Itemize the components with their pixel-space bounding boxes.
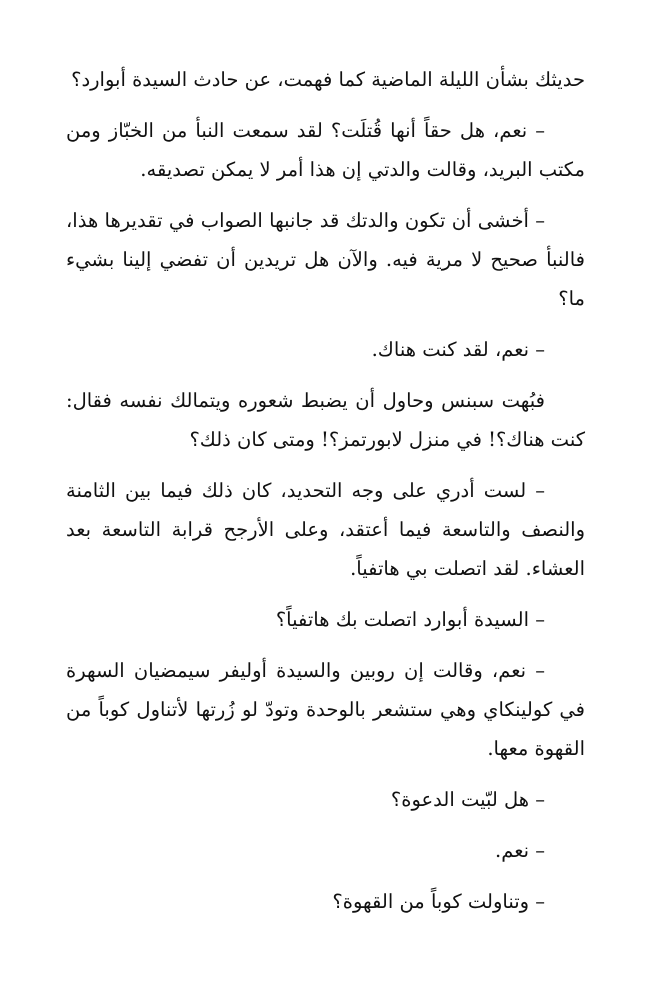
paragraph-4: – نعم، لقد كنت هناك. [371,338,545,361]
paragraph-6: – لست أدري على وجه التحديد، كان ذلك فيما بين الثامنة والنصف والتاسعة فيما أعتقد، وعلى الأرجح قرابة التاسعة بعد العشاء. لقد اتصلت بي هاتفياً. [66,479,585,580]
paragraph-9: – هل لبّيت الدعوة؟ [390,788,545,811]
paragraph-3: – أخشى أن تكون والدتك قد جانبها الصواب في تقديرها هذا، فالنبأ صحيح لا مرية فيه. والآن هل تريدين أن تفضي إلينا بشيء ما؟ [66,209,585,310]
paragraph-1: حديثك بشأن الليلة الماضية كما فهمت، عن حادث السيدة أبوارد؟ [71,68,585,91]
paragraph-7: – السيدة أبوارد اتصلت بك هاتفياً؟ [275,608,545,631]
paragraph-10: – نعم. [495,839,545,862]
paragraph-5: فبُهت سبنس وحاول أن يضبط شعوره ويتمالك نفسه فقال: كنت هناك؟! في منزل لابورتمز؟! ومتى كان ذلك؟ [66,389,585,451]
book-page [66,60,585,933]
paragraph-11: – وتناولت كوباً من القهوة؟ [332,890,545,913]
paragraph-8: – نعم، وقالت إن روبين والسيدة أوليفر سيمضيان السهرة في كولينكاي وهي ستشعر بالوحدة وتودّ لو زُرتها لأتناول كوباً من القهوة معها. [66,659,585,760]
paragraph-2: – نعم، هل حقاً أنها قُتلَت؟ لقد سمعت النبأ من الخبّاز ومن مكتب البريد، وقالت والدتي إن هذا أمر لا يمكن تصديقه. [66,119,585,181]
